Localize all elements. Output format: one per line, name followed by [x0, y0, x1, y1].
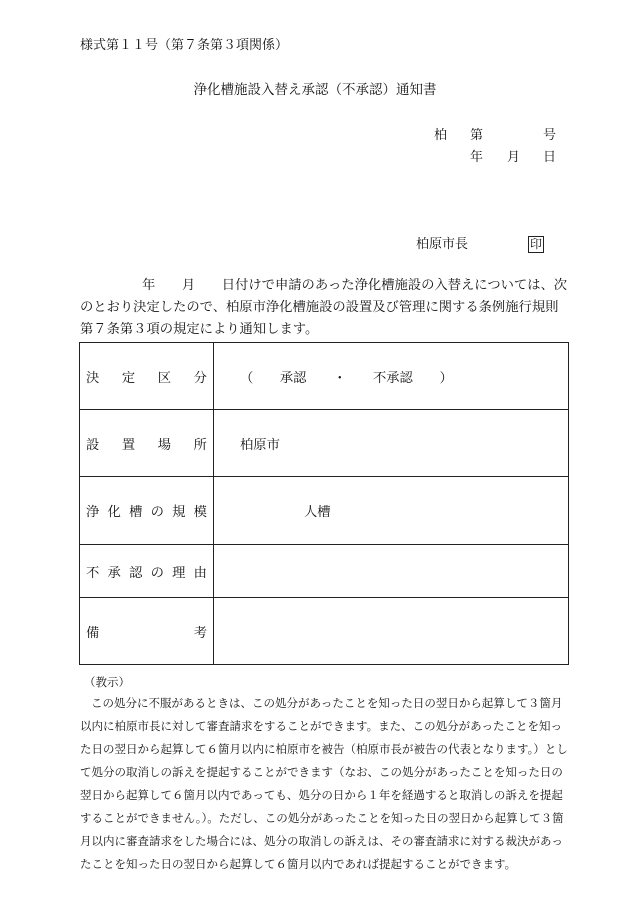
- table-row: [80, 545, 569, 598]
- table-row: [80, 410, 569, 477]
- notes-body: この処分に不服があるときは、この処分があったことを知った日の翌日から起算して３箇月以内に柏原市長に対して審査請求をすることができます。また、この処分があったことを知った日の翌日から起算して６箇月以内に柏原市を被告（柏原市長が被告の代表となります。）として処分の取消しの訴えを提起することができます（なお、この処分があったことを知った日の翌日から起算して６箇月以内であっても、処分の日から１年を経過すると取消しの訴えを提起することができません。）。ただし、この処分があったことを知った日の翌日から起算して３箇月以内に審査請求をした場合には、処分の取消しの訴えは、その審査請求に対する裁決があったことを知った日の翌日から起算して６箇月以内であれば提起することができます。: [80, 696, 568, 871]
- label-decision: [80, 343, 214, 410]
- table-row: [80, 598, 569, 665]
- document-title: 浄化槽施設入替え承認（不承認）通知書: [193, 82, 437, 98]
- label-scale-text: 浄 化 槽 の 規 模: [86, 505, 207, 520]
- value-reason[interactable]: [214, 545, 569, 598]
- document-number-dai: 第: [470, 128, 484, 143]
- value-scale[interactable]: 人槽: [214, 477, 569, 545]
- form-number: 様式第１１号（第７条第３項関係）: [80, 38, 289, 53]
- document-number-prefix: 柏: [434, 128, 448, 143]
- value-location[interactable]: 柏原市: [214, 410, 569, 477]
- value-decision[interactable]: （ 承認 ・ 不承認 ）: [214, 343, 569, 410]
- issuer-name: 柏原市長: [416, 237, 469, 252]
- label-remarks: [80, 598, 214, 665]
- notes-heading: （教示）: [84, 675, 130, 689]
- table-row: [80, 477, 569, 545]
- document-number-go: 号: [543, 128, 557, 143]
- value-remarks[interactable]: [214, 598, 569, 665]
- label-scale: [80, 477, 214, 545]
- label-reason: [80, 545, 214, 598]
- label-remarks-text: 備 考: [86, 625, 207, 641]
- label-location-text: 設 置 場 所: [86, 437, 207, 453]
- date-day: 日: [543, 150, 557, 165]
- label-reason-text: 不 承 認 の 理 由: [86, 565, 207, 581]
- date-month: 月: [507, 150, 521, 165]
- seal-mark: 印: [530, 237, 543, 251]
- date-year: 年: [470, 150, 484, 165]
- intro-paragraph: 年 月 日付けで申請のあった浄化槽施設の入替えについては、次のとおり決定したので、柏原市浄化槽施設の設置及び管理に関する条例施行規則第７条第３項の規定により通知します。: [80, 278, 568, 337]
- label-decision-text: 決 定 区 分: [86, 370, 207, 386]
- table-row: [80, 343, 569, 410]
- issuer-line: [416, 233, 544, 253]
- label-location: [80, 410, 214, 477]
- info-table: [79, 342, 569, 665]
